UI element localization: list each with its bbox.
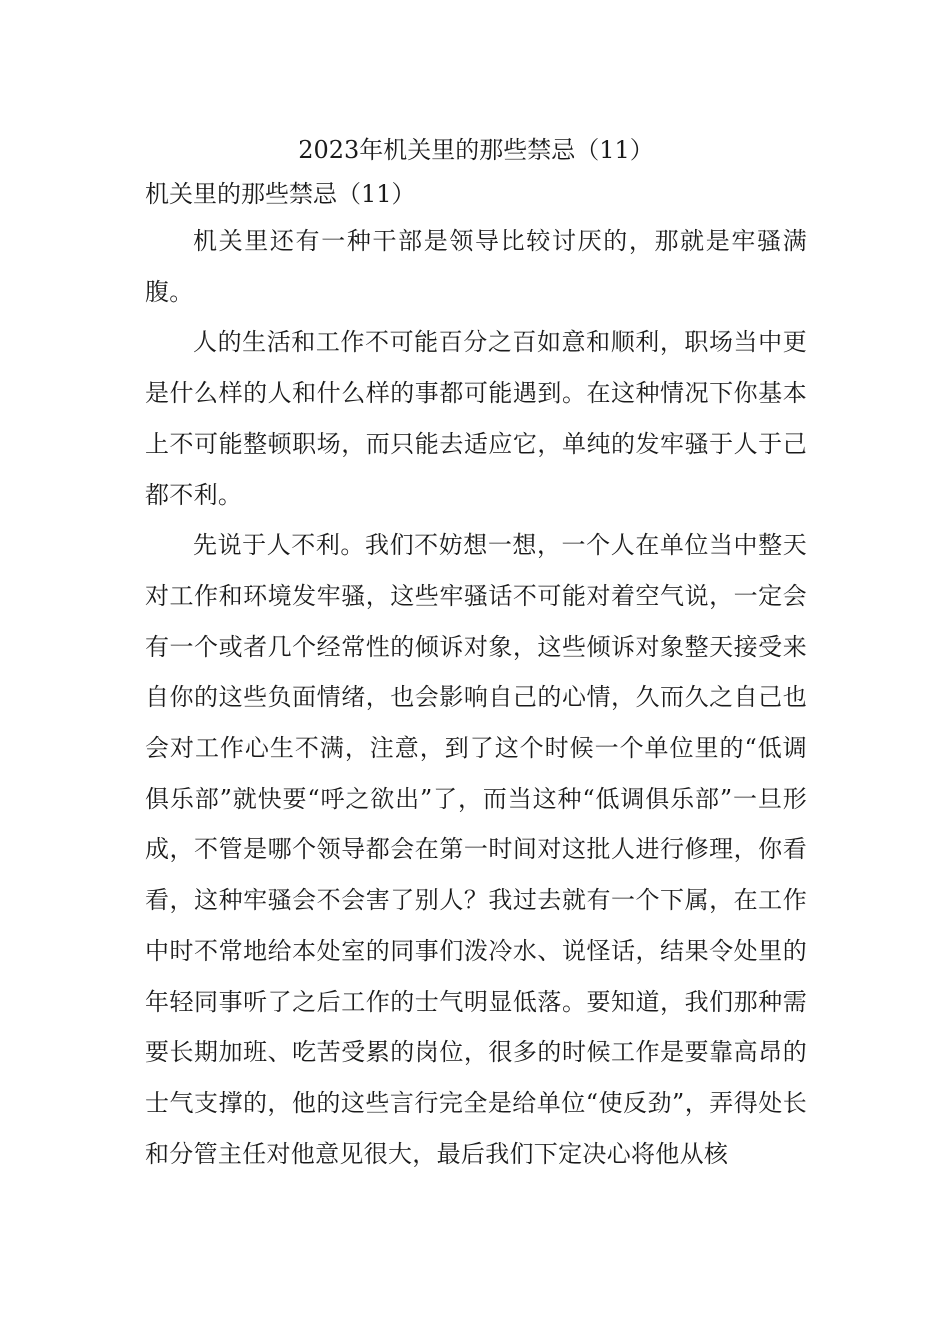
paragraph-1: 机关里还有一种干部是领导比较讨厌的，那就是牢骚满腹。 xyxy=(145,227,807,306)
document-title: 2023年机关里的那些禁忌（11） xyxy=(298,136,654,164)
document-body xyxy=(145,128,807,1179)
document-subtitle: 机关里的那些禁忌（11） xyxy=(145,180,416,208)
paragraph-2: 人的生活和工作不可能百分之百如意和顺利，职场当中更是什么样的人和什么样的事都可能遇到。在这种情况下你基本上不可能整顿职场，而只能去适应它，单纯的发牢骚于人于己都不利。 xyxy=(145,328,807,509)
paragraph-3: 先说于人不利。我们不妨想一想，一个人在单位当中整天对工作和环境发牢骚，这些牢骚话不可能对着空气说，一定会有一个或者几个经常性的倾诉对象，这些倾诉对象整天接受来自你的这些负面情绪，也会影响自己的心情，久而久之自己也会对工作心生不满，注意，到了这个时候一个单位里的“低调俱乐部”就快要“呼之欲出”了，而当这种“低调俱乐部”一旦形成，不管是哪个领导都会在第一时间对这批人进行修理，你看看，这种牢骚会不会害了别人？我过去就有一个下属，在工作中时不常地给本处室的同事们泼冷水、说怪话，结果令处里的年轻同事听了之后工作的士气明显低落。要知道，我们那种需要长期加班、吃苦受累的岗位，很多的时候工作是要靠高昂的士气支撑的，他的这些言行完全是给单位“使反劲”，弄得处长和分管主任对他意见很大，最后我们下定决心将他从核 xyxy=(145,531,807,1168)
